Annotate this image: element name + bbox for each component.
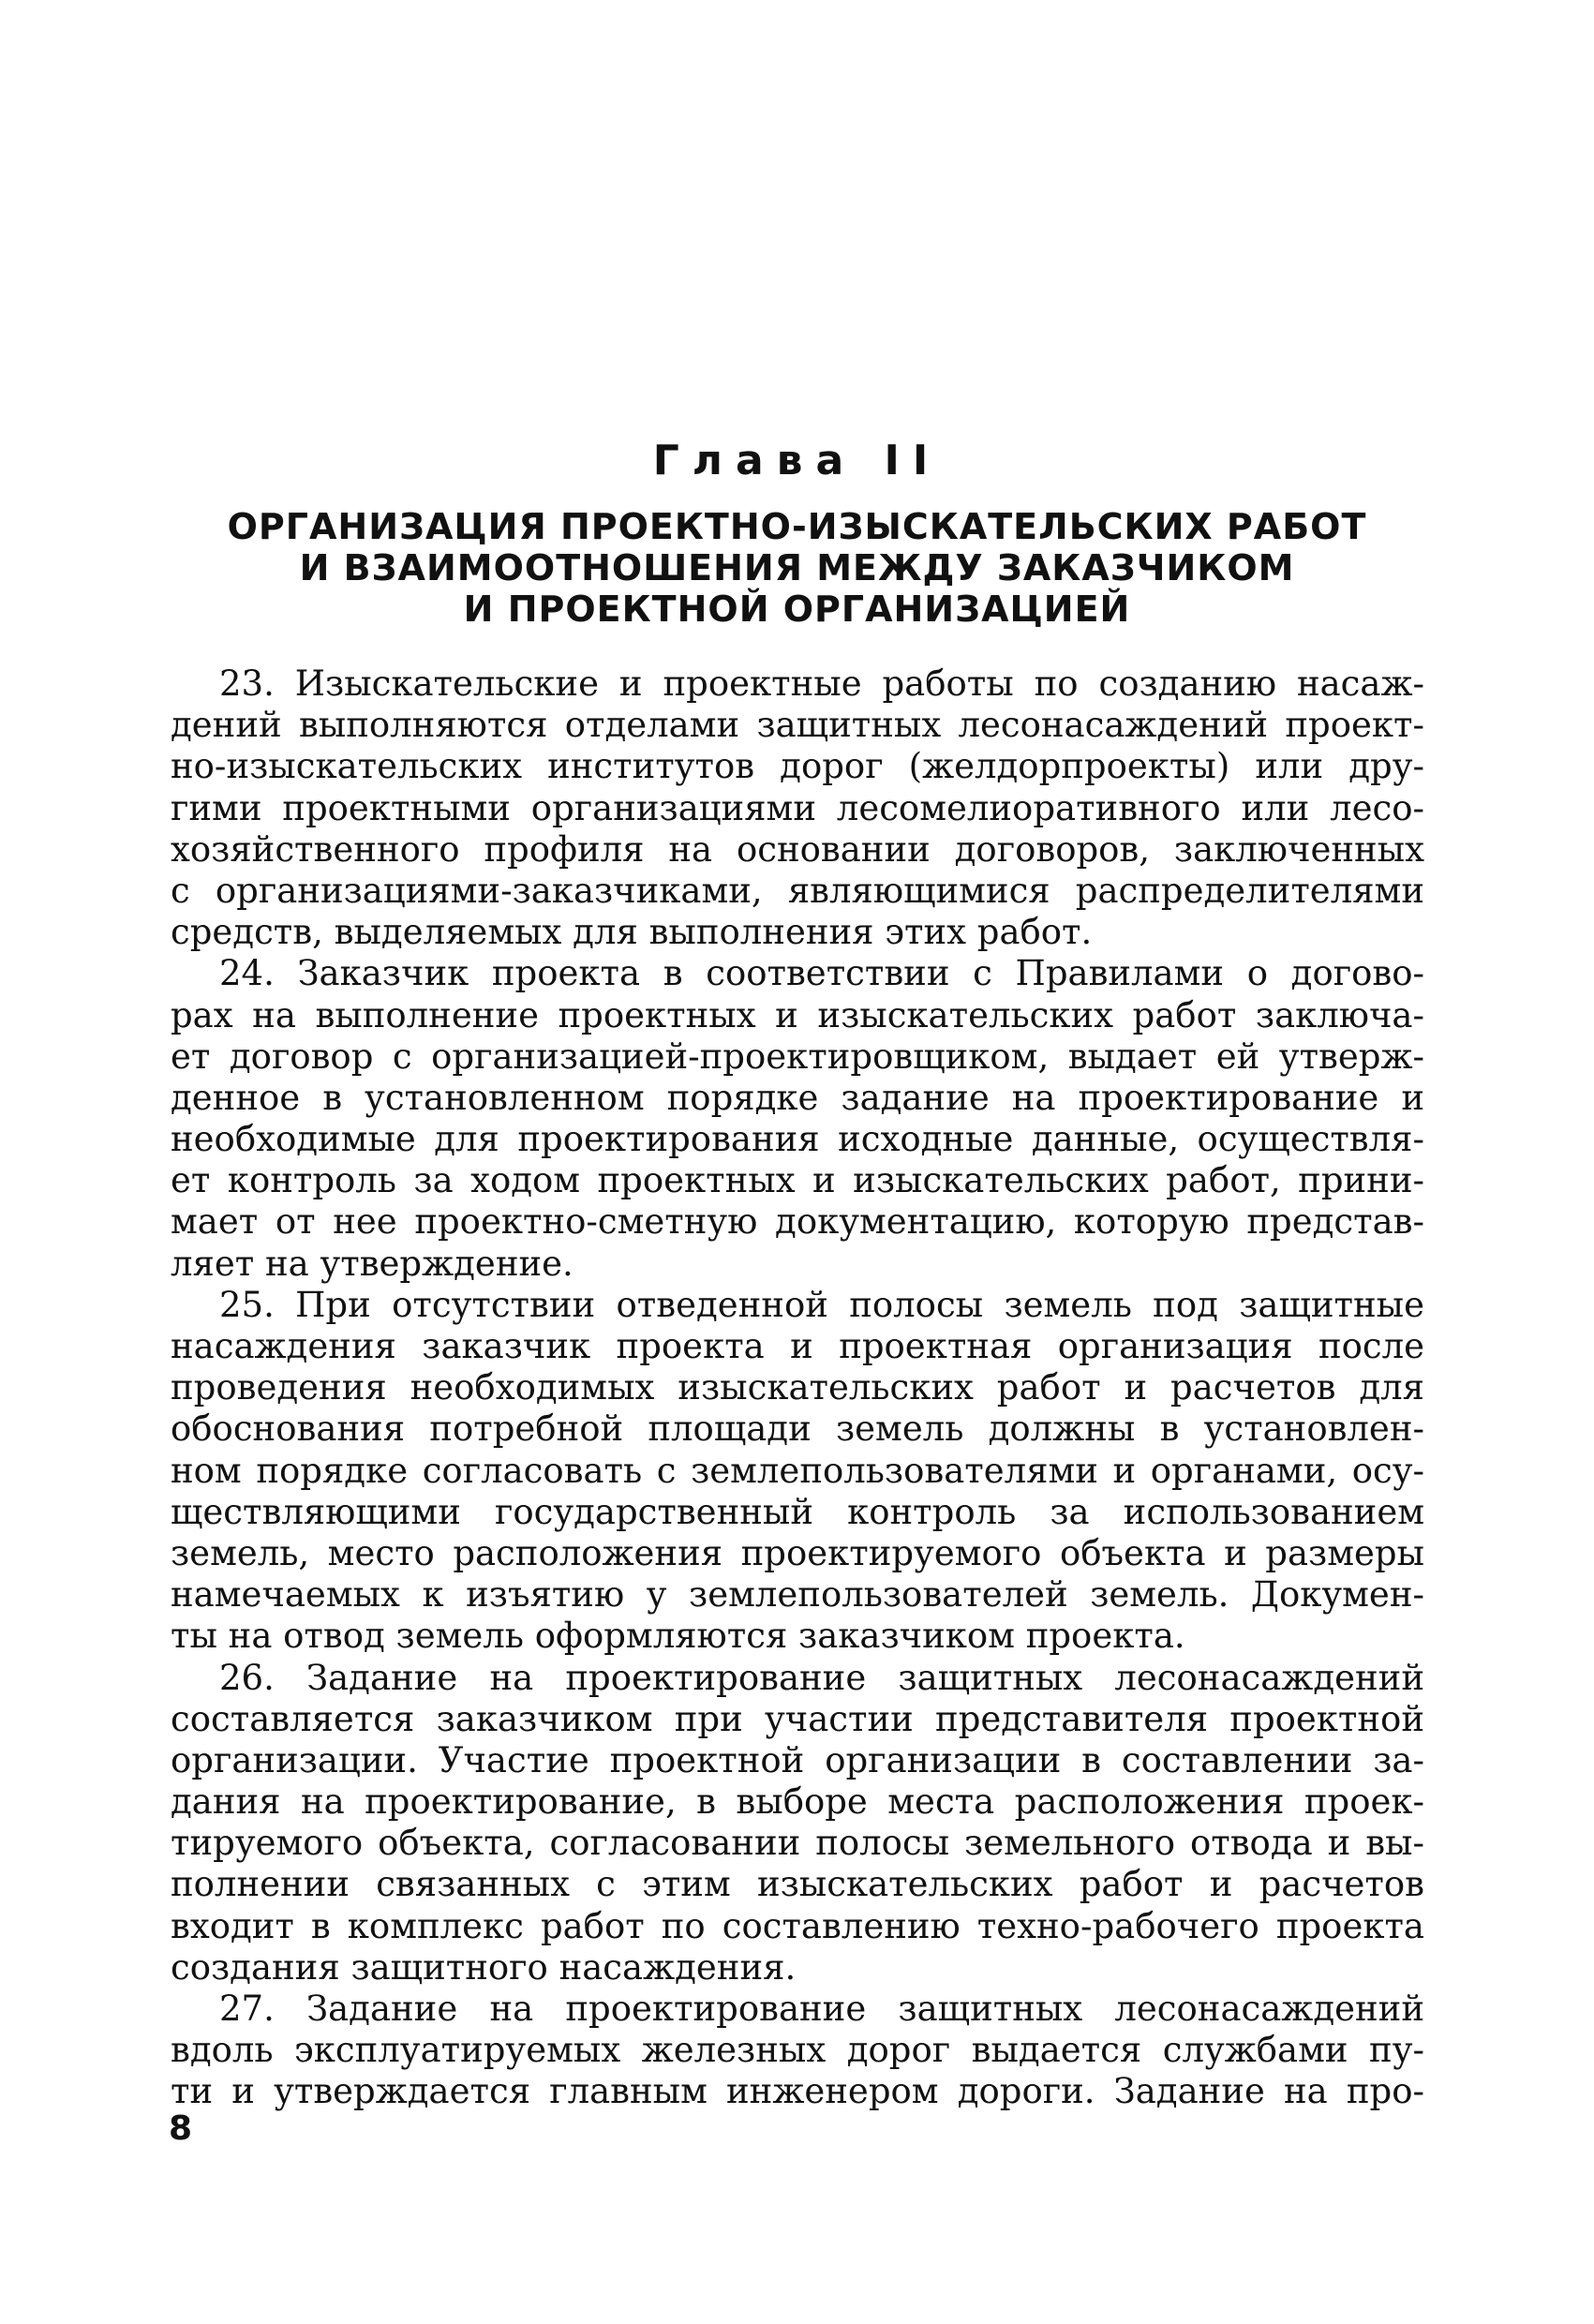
text-line: ет контроль за ходом проектных и изыскательских работ, прини- xyxy=(171,1160,1424,1201)
text-line: с организациями-заказчиками, являющимися распределителями xyxy=(171,870,1424,911)
text-line: обоснования потребной площади земель должны в установлен- xyxy=(171,1408,1424,1450)
text-line: намечаемых к изъятию у землепользователей земель. Докумен- xyxy=(171,1574,1424,1616)
text-line: 23. Изыскательские и проектные работы по созданию насаж- xyxy=(219,663,1424,704)
text-line: составляется заказчиком при участии представителя проектной xyxy=(171,1698,1424,1739)
text-line: 26. Задание на проектирование защитных лесонасаждений xyxy=(219,1657,1424,1698)
text-line: ществляющими государственный контроль за использованием xyxy=(171,1491,1424,1532)
text-line: ляет на утверждение. xyxy=(171,1243,574,1284)
text-line: полнении связанных с этим изыскательских работ и расчетов xyxy=(171,1864,1424,1905)
text-line: ном порядке согласовать с землепользователями и органами, осу- xyxy=(171,1450,1424,1491)
text-line: но-изыскательских институтов дорог (желдорпроекты) или дру- xyxy=(171,746,1424,787)
text-line: хозяйственного профиля на основании договоров, заключенных xyxy=(171,828,1424,870)
chapter-title-line: И ВЗАИМООТНОШЕНИЯ МЕЖДУ ЗАКАЗЧИКОМ xyxy=(299,547,1295,588)
paragraph-27 xyxy=(171,1989,1424,2113)
chapter-title-line: ОРГАНИЗАЦИЯ ПРОЕКТНО-ИЗЫСКАТЕЛЬСКИХ РАБОТ xyxy=(227,506,1367,547)
body-text xyxy=(171,663,1424,2113)
text-line: ты на отвод земель оформляются заказчиком проекта. xyxy=(171,1616,1185,1657)
text-line: 24. Заказчик проекта в соответствии с Правилами о догово- xyxy=(219,953,1424,994)
text-line: создания защитного насаждения. xyxy=(171,1946,797,1988)
text-line: 27. Задание на проектирование защитных лесонасаждений xyxy=(219,1989,1424,2029)
text-line: 25. При отсутствии отведенной полосы земель под защитные xyxy=(219,1284,1424,1325)
paragraph-23 xyxy=(171,663,1424,953)
text-line: проведения необходимых изыскательских работ и расчетов для xyxy=(171,1367,1424,1408)
text-line: ти и утверждается главным инженером дороги. Задание на про- xyxy=(171,2071,1424,2112)
text-line: дений выполняются отделами защитных лесонасаждений проект- xyxy=(171,705,1424,746)
text-line: средств, выделяемых для выполнения этих работ. xyxy=(171,912,1093,953)
paragraph-26 xyxy=(171,1658,1424,1989)
text-line: необходимые для проектирования исходные данные, осуществля- xyxy=(171,1119,1424,1160)
text-line: рах на выполнение проектных и изыскательских работ заключа- xyxy=(171,994,1424,1035)
text-line: мает от нее проектно-сметную документацию, которую представ- xyxy=(171,1201,1424,1243)
text-line: тируемого объекта, согласовании полосы земельного отвода и вы- xyxy=(171,1823,1424,1864)
text-line: дания на проектирование, в выборе места расположения проек- xyxy=(171,1781,1424,1823)
chapter-title xyxy=(0,506,1594,630)
text-line: гими проектными организациями лесомелиоративного или лесо- xyxy=(171,787,1424,828)
text-line: денное в установленном порядке задание на проектирование и xyxy=(171,1077,1424,1118)
paragraph-25 xyxy=(171,1285,1424,1658)
text-line: организации. Участие проектной организации в составлении за- xyxy=(171,1739,1424,1780)
page-number: 8 xyxy=(169,2109,193,2148)
text-line: насаждения заказчик проекта и проектная организация после xyxy=(171,1326,1424,1366)
chapter-title-line: И ПРОЕКТНОЙ ОРГАНИЗАЦИЕЙ xyxy=(463,588,1131,630)
text-line: земель, место расположения проектируемого объекта и размеры xyxy=(171,1532,1424,1573)
chapter-label: Глава II xyxy=(652,437,942,484)
paragraph-24 xyxy=(171,953,1424,1285)
text-line: ет договор с организацией-проектировщиком, выдает ей утверж- xyxy=(171,1035,1424,1077)
text-line: входит в комплекс работ по составлению техно-рабочего проекта xyxy=(171,1905,1424,1946)
text-line: вдоль эксплуатируемых железных дорог выдается службами пу- xyxy=(171,2030,1424,2071)
